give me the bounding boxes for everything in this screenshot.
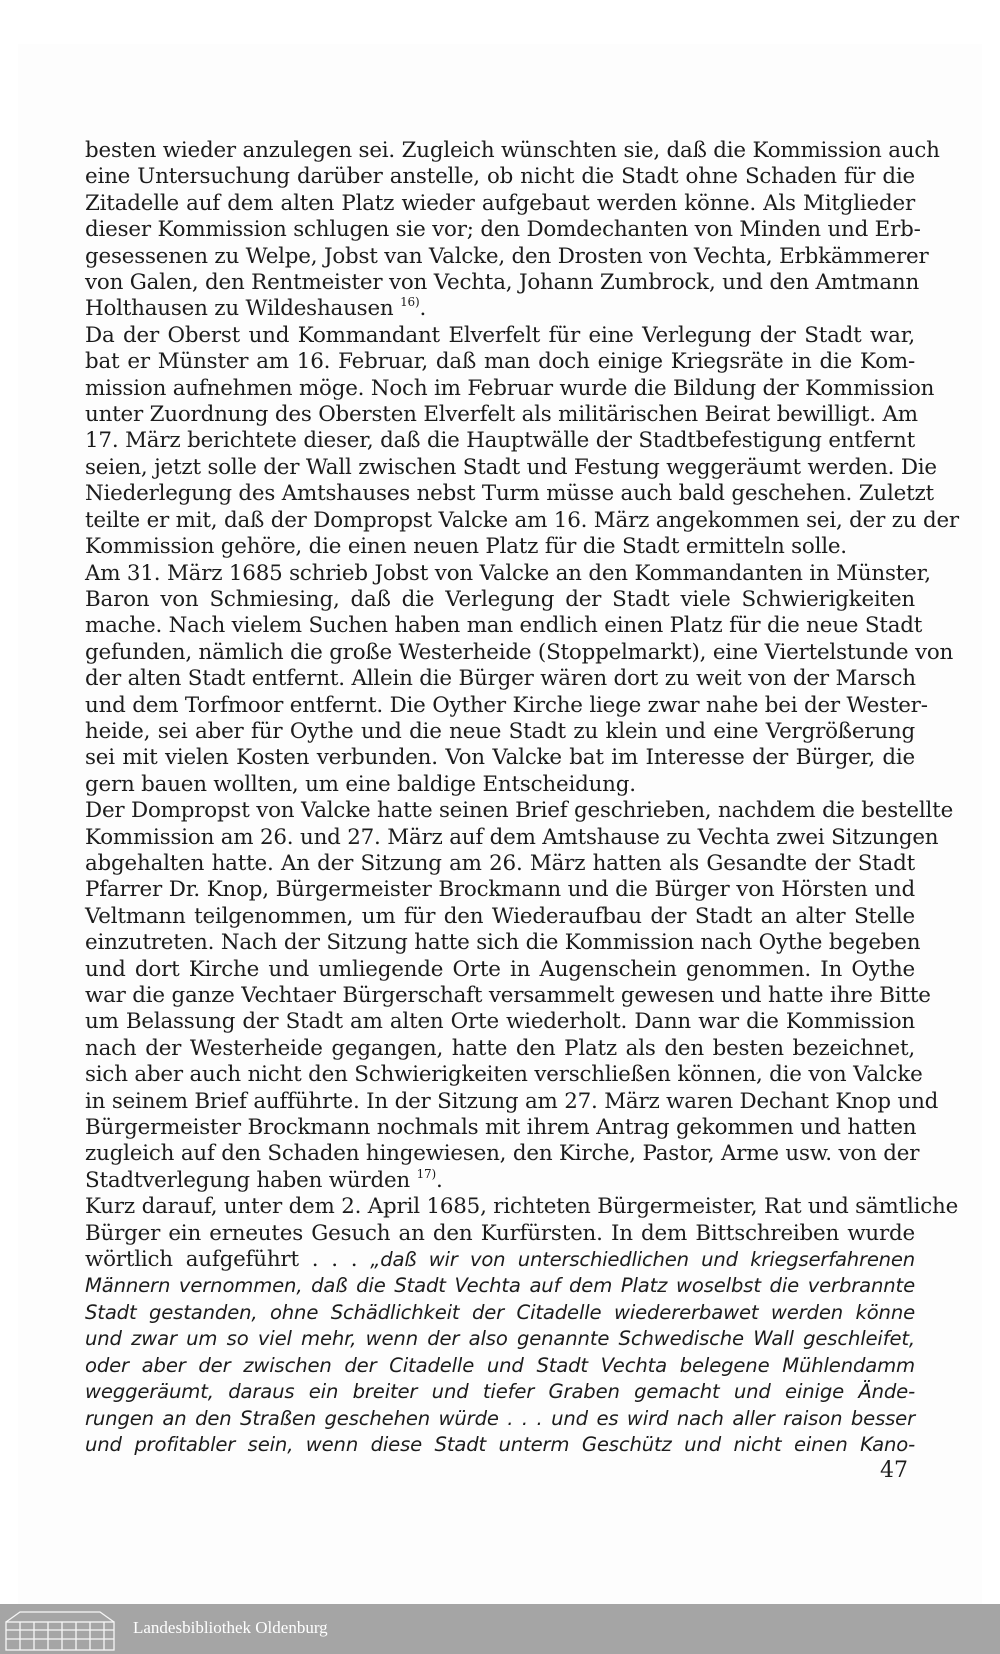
text-line: Niederlegung des Amtshauses nebst Turm müsse auch bald geschehen. Zuletzt xyxy=(85,481,934,507)
text-line: Bürgermeister Brockmann nochmals mit ihrem Antrag gekommen und hatten xyxy=(85,1115,917,1141)
text-line xyxy=(85,1247,915,1273)
text-line: war die ganze Vechtaer Bürgerschaft versammelt gewesen und hatte ihre Bitte xyxy=(85,983,931,1008)
text-line: Da der Oberst und Kommandant Elverfelt für eine Verlegung der Stadt war, xyxy=(85,322,915,348)
text-line: gern bauen wollten, um eine baldige Entscheidung. xyxy=(85,771,636,797)
footnote-ref: 17) xyxy=(416,1166,436,1181)
quote-line: Männern vernommen, daß die Stadt Vechta auf dem Platz woselbst die verbrannte xyxy=(85,1274,915,1298)
text-line: teilte er mit, daß der Dompropst Valcke am 16. März angekommen sei, der zu der xyxy=(85,507,959,533)
text-line: gesessenen zu Welpe, Jobst van Valcke, den Drosten von Vechta, Erbkämmerer xyxy=(85,243,929,269)
text-line: und dort Kirche und umliegende Orte in Augenschein genommen. In Oythe xyxy=(85,956,915,982)
text-line: 17. März berichtete dieser, daß die Hauptwälle der Stadtbefestigung entfernt xyxy=(85,428,915,454)
text-fragment: Stadtverlegung haben würden xyxy=(85,1167,410,1193)
quote-line: rungen an den Straßen geschehen würde . . . und es wird nach aller raison besser xyxy=(85,1406,915,1430)
quote-line: und profitabler sein, wenn diese Stadt unterm Geschütz und nicht einen Kano- xyxy=(85,1432,915,1456)
body-text xyxy=(85,138,959,1458)
text-line: eine Untersuchung darüber anstelle, ob nicht die Stadt ohne Schaden für die xyxy=(85,164,915,190)
text-line xyxy=(85,296,915,322)
library-building-icon xyxy=(0,1608,120,1652)
text-line: Kurz darauf, unter dem 2. April 1685, richteten Bürgermeister, Rat und sämtliche xyxy=(85,1194,959,1220)
text-line: Baron von Schmiesing, daß die Verlegung der Stadt viele Schwierigkeiten xyxy=(85,586,915,612)
text-line: um Belassung der Stadt am alten Orte wiederholt. Dann war die Kommission xyxy=(85,1009,915,1035)
page-number: 47 xyxy=(880,1458,908,1483)
text-line: seien, jetzt solle der Wall zwischen Stadt und Festung weggeräumt werden. Die xyxy=(85,454,937,480)
quote-line: oder aber der zwischen der Citadelle und Stadt Vechta belegene Mühlendamm xyxy=(85,1353,915,1377)
text-fragment: wörtlich aufgeführt . . . xyxy=(85,1247,358,1273)
text-line xyxy=(85,1168,915,1194)
text-line: sei mit vielen Kosten verbunden. Von Valcke bat im Interesse der Bürger, die xyxy=(85,745,915,771)
text-line: einzutreten. Nach der Sitzung hatte sich die Kommission nach Oythe begeben xyxy=(85,930,921,956)
text-fragment: Holthausen zu Wildeshausen xyxy=(85,296,394,322)
text-line: heide, sei aber für Oythe und die neue Stadt zu klein und eine Vergrößerung xyxy=(85,718,915,744)
text-line: zugleich auf den Schaden hingewiesen, den Kirche, Pastor, Arme usw. von der xyxy=(85,1141,920,1167)
text-line: der alten Stadt entfernt. Allein die Bürger wären dort zu weit von der Marsch xyxy=(85,666,916,692)
text-line: nach der Westerheide gegangen, hatte den Platz als den besten bezeichnet, xyxy=(85,1035,915,1061)
text-line: Kommission gehöre, die einen neuen Platz für die Stadt ermitteln solle. xyxy=(85,534,847,560)
text-line: bat er Münster am 16. Februar, daß man doch einige Kriegsräte in die Kom- xyxy=(85,349,915,375)
library-name: Landesbibliothek Oldenburg xyxy=(133,1618,328,1637)
text-line: in seinem Brief aufführte. In der Sitzung am 27. März waren Dechant Knop und xyxy=(85,1088,939,1114)
text-line: Pfarrer Dr. Knop, Bürgermeister Brockmann und die Bürger von Hörsten und xyxy=(85,877,915,903)
text-line: abgehalten hatte. An der Sitzung am 26. März hatten als Gesandte der Stadt xyxy=(85,850,915,876)
footnote-ref: 16) xyxy=(400,295,420,310)
text-line: Veltmann teilgenommen, um für den Wiederaufbau der Stadt an alter Stelle xyxy=(85,903,915,929)
library-footer xyxy=(0,1604,1000,1654)
text-line: sich aber auch nicht den Schwierigkeiten verschließen können, die von Valcke xyxy=(85,1062,923,1088)
text-line: Bürger ein erneutes Gesuch an den Kurfürsten. In dem Bittschreiben wurde xyxy=(85,1220,915,1246)
text-line: mission aufnehmen möge. Noch im Februar wurde die Bildung der Kommission xyxy=(85,375,935,401)
text-line: gefunden, nämlich die große Westerheide (Stoppelmarkt), eine Viertelstunde von xyxy=(85,639,954,665)
text-line: Kommission am 26. und 27. März auf dem Amtshause zu Vechta zwei Sitzungen xyxy=(85,824,939,850)
quote-line: Stadt gestanden, ohne Schädlichkeit der Citadelle wiedererbawet werden könne xyxy=(85,1300,915,1324)
text-line: und dem Torfmoor entfernt. Die Oyther Kirche liege zwar nahe bei der Wester- xyxy=(85,692,928,718)
text-line: Zitadelle auf dem alten Platz wieder aufgebaut werden könne. Als Mitglieder xyxy=(85,190,915,216)
text-fragment: . xyxy=(435,1167,443,1193)
text-line: mache. Nach vielem Suchen haben man endlich einen Platz für die neue Stadt xyxy=(85,613,923,639)
text-fragment: . xyxy=(419,296,427,322)
text-line: besten wieder anzulegen sei. Zugleich wünschten sie, daß die Kommission auch xyxy=(85,138,940,163)
quote-start: „daß wir von unterschiedlichen und kriegserfahrenen xyxy=(370,1248,915,1272)
text-line: Am 31. März 1685 schrieb Jobst von Valcke an den Kommandanten in Münster, xyxy=(85,560,931,586)
quote-line: weggeräumt, daraus ein breiter und tiefer Graben gemacht und einige Ände- xyxy=(85,1380,915,1404)
text-line: von Galen, den Rentmeister von Vechta, Johann Zumbrock, und den Amtmann xyxy=(85,270,920,296)
quote-line: und zwar um so viel mehr, wenn der also genannte Schwedische Wall geschleifet, xyxy=(85,1327,915,1351)
text-line: Der Dompropst von Valcke hatte seinen Brief geschrieben, nachdem die bestellte xyxy=(85,798,954,824)
text-line: dieser Kommission schlugen sie vor; den Domdechanten von Minden und Erb- xyxy=(85,217,921,243)
text-line: unter Zuordnung des Obersten Elverfelt als militärischen Beirat bewilligt. Am xyxy=(85,402,918,428)
